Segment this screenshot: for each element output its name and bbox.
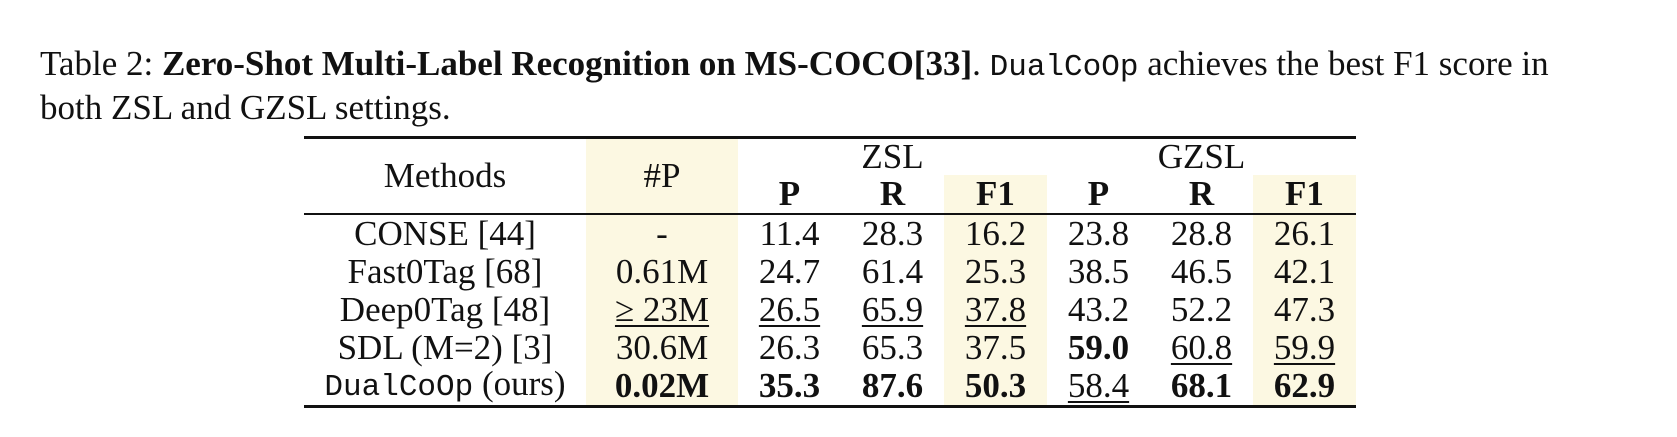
header-gzsl-p: P (1087, 174, 1110, 213)
row-gzsl-r: 28.8 (1150, 214, 1253, 253)
row-method (304, 364, 586, 407)
row-zsl-r: 87.6 (841, 367, 944, 407)
params-value: ≥ 23M (614, 290, 710, 329)
table-row (304, 291, 1356, 329)
row-zsl-p (738, 291, 841, 329)
header-zsl: ZSL (738, 138, 1047, 176)
row-params (586, 291, 738, 329)
header-gzsl: GZSL (1047, 138, 1356, 176)
row-params: 30.6M (586, 329, 738, 367)
row-gzsl-f1 (1253, 329, 1356, 367)
row-zsl-p: 24.7 (758, 252, 821, 291)
row-params: 0.02M (586, 367, 738, 407)
row-zsl-f1: 37.5 (944, 329, 1047, 367)
table-row (304, 253, 1356, 291)
method-name-mono: DualCoOp (324, 370, 474, 405)
row-gzsl-f1: 42.1 (1253, 253, 1356, 291)
caption-label: Table 2: (40, 44, 154, 83)
table-row (304, 329, 1356, 367)
second-best-value: 58.4 (1067, 366, 1130, 405)
row-gzsl-p (1047, 367, 1150, 407)
row-params: - (586, 214, 738, 253)
row-zsl-f1: 50.3 (944, 367, 1047, 407)
caption-title: Zero-Shot Multi-Label Recognition on MS-COCO[33] (161, 44, 973, 83)
caption-period: . (972, 44, 981, 83)
row-gzsl-r: 52.2 (1170, 290, 1233, 329)
table-row (304, 367, 1356, 407)
row-gzsl-f1: 62.9 (1253, 367, 1356, 407)
row-zsl-f1: 16.2 (944, 214, 1047, 253)
header-params: #P (586, 138, 738, 215)
row-gzsl-p: 43.2 (1067, 290, 1130, 329)
row-gzsl-p: 23.8 (1047, 214, 1150, 253)
row-gzsl-r: 68.1 (1150, 367, 1253, 407)
row-gzsl-f1: 47.3 (1253, 291, 1356, 329)
row-zsl-p: 26.3 (758, 328, 821, 367)
row-zsl-p: 11.4 (738, 214, 841, 253)
header-zsl-p: P (778, 174, 801, 213)
table-caption (40, 44, 1640, 128)
caption-text-line1: achieves the best F1 score in (1147, 44, 1549, 83)
row-zsl-f1 (944, 291, 1047, 329)
row-zsl-r: 65.3 (861, 328, 924, 367)
row-gzsl-f1: 26.1 (1253, 214, 1356, 253)
results-table (304, 136, 1356, 408)
row-zsl-r (841, 291, 944, 329)
header-gzsl-f1: F1 (1253, 175, 1356, 214)
header-row-1 (304, 138, 1356, 176)
row-method: SDL (M=2) [3] (337, 328, 553, 367)
row-gzsl-p: 59.0 (1067, 328, 1130, 367)
second-best-value: 59.9 (1273, 328, 1336, 367)
row-gzsl-p: 38.5 (1067, 252, 1130, 291)
header-methods: Methods (304, 138, 586, 215)
second-best-value: 65.9 (861, 290, 924, 329)
header-zsl-r: R (879, 174, 906, 213)
row-method: Fast0Tag [68] (347, 252, 543, 291)
row-zsl-f1: 25.3 (944, 253, 1047, 291)
header-gzsl-r: R (1188, 174, 1215, 213)
method-suffix: (ours) (473, 364, 566, 403)
table-row (304, 214, 1356, 253)
second-best-value: 26.5 (758, 290, 821, 329)
row-method: Deep0Tag [48] (339, 290, 551, 329)
results-table-wrap (304, 136, 1356, 408)
row-gzsl-r (1150, 329, 1253, 367)
row-zsl-r: 61.4 (861, 252, 924, 291)
second-best-value: 37.8 (964, 290, 1027, 329)
header-zsl-f1: F1 (944, 175, 1047, 214)
second-best-value: 60.8 (1170, 328, 1233, 367)
row-params: 0.61M (586, 253, 738, 291)
caption-text-line2: both ZSL and GZSL settings. (40, 88, 451, 127)
row-zsl-r: 28.3 (841, 214, 944, 253)
row-zsl-p: 35.3 (738, 367, 841, 407)
row-method: CONSE [44] (304, 214, 586, 253)
row-gzsl-r: 46.5 (1170, 252, 1233, 291)
caption-method-name: DualCoOp (989, 50, 1139, 85)
